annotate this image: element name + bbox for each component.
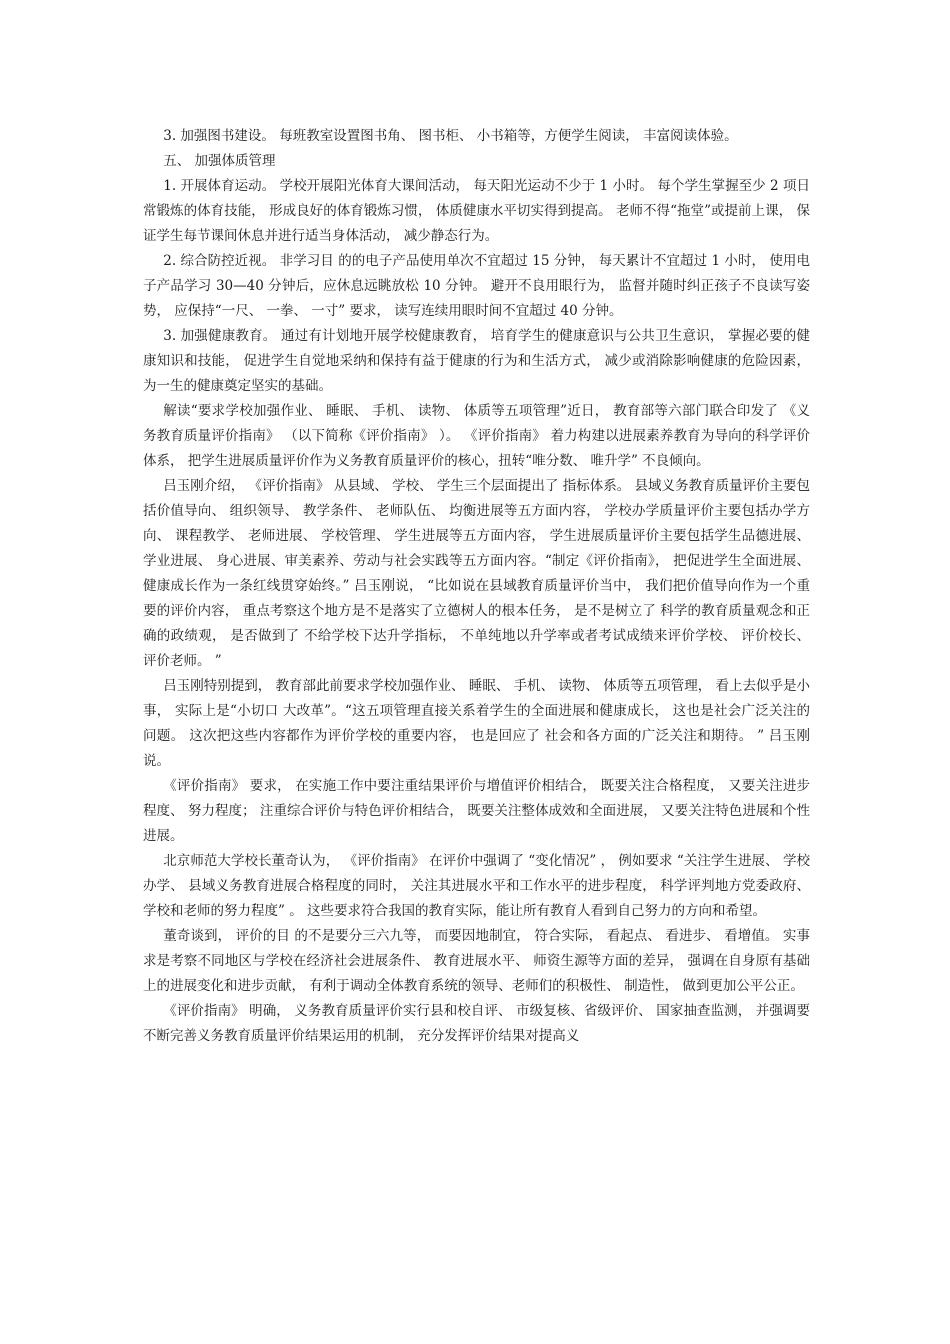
section-heading-physical-management: 五、 加强体质管理 (163, 153, 276, 169)
paragraph-lv-yugang-five-items: 吕玉刚特别提到， 教育部此前要求学校加强作业、 睡眠、 手机、 读物、 体质等五项管理， 看上去似乎是小事， 实际上是“小切口 大改革”。“这五项管理直接关系着学生的全面进展和健康成长， 这也是社会广泛关注的问题。 这次把这些内容都作为评价学校的重要内容， 也是回应了 社会和各方面的广泛关注和期待。 ” 吕玉刚说。 (143, 678, 810, 769)
paragraph-interpretation: 解读“要求学校加强作业、 睡眠、 手机、 读物、 体质等五项管理”近日， 教育部等六部门联合印发了 《义务教育质量评价指南》 （以下简称《评价指南》 ）。 《评价指南》 着力构建以进展素养教育为导向的科学评价体系， 把学生进展质量评价作为义务教育质量评价的核心，扭转“唯分数、 唯升学” 不良倾向。 (143, 403, 810, 469)
paragraph-lv-yugang-intro: 吕玉刚介绍， 《评价指南》 从县域、 学校、 学生三个层面提出了 指标体系。 县域义务教育质量评价主要包括价值导向、 组织领导、 教学条件、 老师队伍、 均衡进展等五方面内容， 学校办学质量评价主要包括办学方向、 课程教学、 老师进展、 学校管理、 学生进展等五方面内容， 学生进展质量评价主要包括学生品德进展、 学业进展、 身心进展、审美素养、劳动与社会实践等五方面内容。“制定《评价指南》， 把促进学生全面进展、 健康成长作为一条红线贯穿始终。” 吕玉刚说， “比如说在县域教育质量评价当中， 我们把价值导向作为一个重要的评价内容， 重点考察这个地方是不是落实了立德树人的根本任务， 是不是树立了 科学的教育质量观念和正确的政绩观， 是否做到了 不给学校下达升学指标， 不单纯地以升学率或者考试成绩来评价学校、 评价校长、 评价老师。 ” (143, 478, 810, 669)
paragraph-evaluation-mechanism: 《评价指南》 明确， 义务教育质量评价实行县和校自评、 市级复核、省级评价、 国家抽查监测， 并强调要不断完善义务教育质量评价结果运用的机制， 充分发挥评价结果对提高义 (143, 1003, 810, 1044)
paragraph-health-education: 3. 加强健康教育。 通过有计划地开展学校健康教育， 培育学生的健康意识与公共卫生意识， 掌握必要的健康知识和技能， 促进学生自觉地采纳和保持有益于健康的行为和生活方式， 减少或消除影响健康的危险因素， 为一生的健康奠定坚实的基础。 (143, 328, 810, 394)
paragraph-guide-requirements: 《评价指南》 要求， 在实施工作中要注重结果评价与增值评价相结合， 既要关注合格程度， 又要关注进步程度、 努力程度； 注重综合评价与特色评价相结合， 既要关注整体成效和全面进展， 又要关注特色进展和个性进展。 (143, 778, 810, 844)
paragraph-sports-activity: 1. 开展体育运动。 学校开展阳光体育大课间活动， 每天阳光运动不少于 1 小时。 每个学生掌握至少 2 项日常锻炼的体育技能， 形成良好的体育锻炼习惯， 体质健康水平切实得到提高。 老师不得“拖堂”或提前上课， 保证学生每节课间休息并进行适当身体活动， 减少静态行为。 (143, 178, 810, 244)
paragraph-myopia-prevention: 2. 综合防控近视。 非学习目 的的电子产品使用单次不宜超过 15 分钟， 每天累计不宜超过 1 小时， 使用电子产品学习 30—40 分钟后，应休息远眺放松 10 分钟。 避开不良用眼行为， 监督并随时纠正孩子不良读写姿势， 应保持“一尺、 一拳、 一寸” 要求， 读写连续用眼时间不宜超过 40 分钟。 (143, 253, 810, 319)
paragraph-library-building: 3. 加强图书建设。 每班教室设置图书角、 图书柜、 小书箱等，方便学生阅读， 丰富阅读体验。 (163, 128, 738, 144)
paragraph-dong-qi-view: 北京师范大学校长董奇认为， 《评价指南》 在评价中强调了 “变化情况” ， 例如要求 “关注学生进展、 学校办学、 县域义务教育进展合格程度的同时， 关注其进展水平和工作水平的进步程度， 科学评判地方党委政府、 学校和老师的努力程度” 。 这些要求符合我国的教育实际，能让所有教育人看到自己努力的方向和希望。 (143, 853, 810, 919)
paragraph-dong-qi-purpose: 董奇谈到， 评价的目 的不是要分三六九等， 而要因地制宜， 符合实际， 看起点、 看进步、 看增值。 实事求是考察不同地区与学校在经济社会进展条件、 教育进展水平、 师资生源等方面的差异， 强调在自身原有基础上的进展变化和进步贡献， 有利于调动全体教育系统的领导、老师们的积极性、 制造性， 做到更加公平公正。 (143, 928, 810, 994)
document-page (143, 124, 810, 1049)
